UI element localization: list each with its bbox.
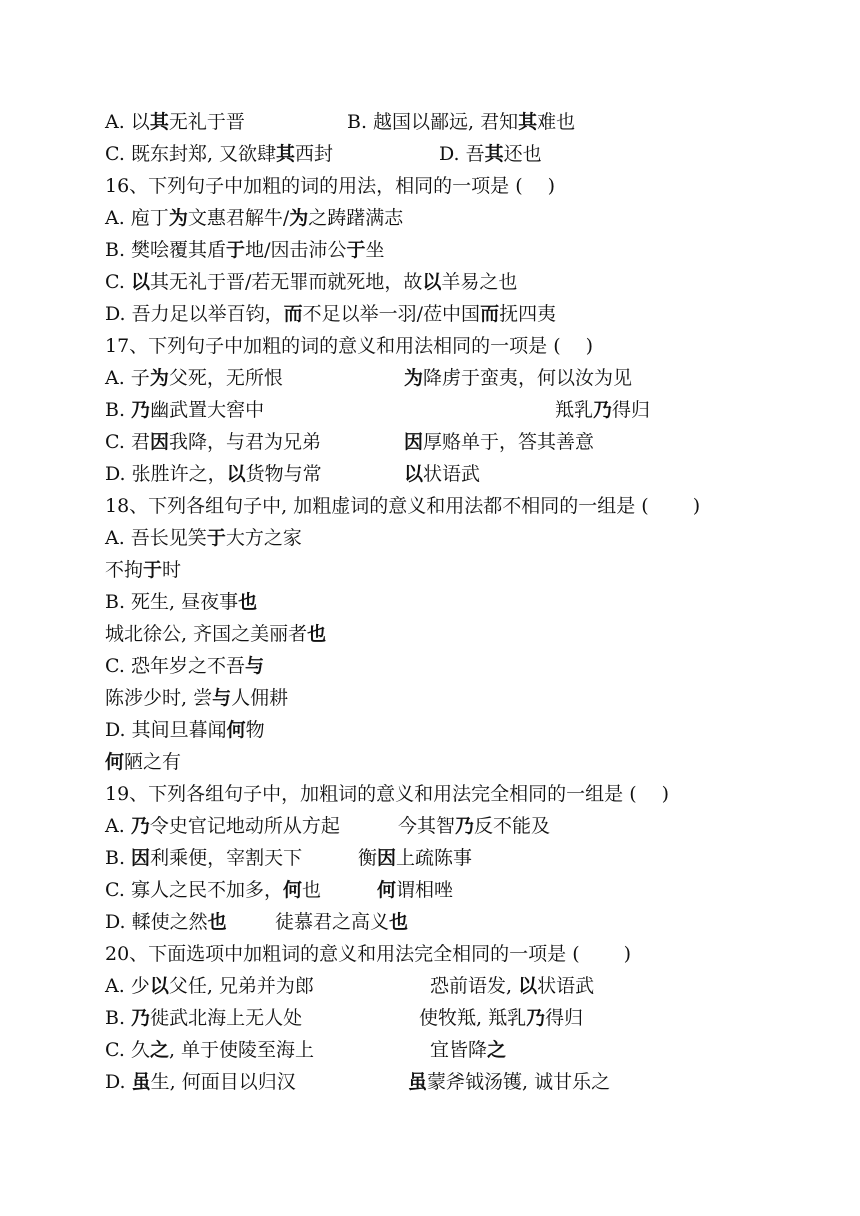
text-run: 20、下面选项中加粗词的意义和用法完全相同的一项是 ( ) xyxy=(105,943,632,965)
emphasized-word: 以 xyxy=(149,975,169,997)
text-run: 货物与常 xyxy=(245,463,322,485)
question-text xyxy=(105,334,593,358)
text-run: 不足以举一羽/莅中国 xyxy=(302,303,481,325)
text-run: 反不能及 xyxy=(474,815,551,837)
text-run: A. 庖丁 xyxy=(105,207,169,229)
emphasized-word: 也 xyxy=(238,591,258,613)
text-run: 降虏于蛮夷，何以汝为见 xyxy=(423,367,633,389)
emphasized-word: 乃 xyxy=(131,1007,151,1029)
text-run: D. xyxy=(105,1071,132,1093)
text-run: D. 其间旦暮闻 xyxy=(105,719,227,741)
emphasized-word: 何 xyxy=(105,751,125,773)
emphasized-word: 乃 xyxy=(455,815,475,837)
text-run: 令史官记地动所从方起 xyxy=(149,815,340,837)
question-text xyxy=(105,782,669,806)
text-run: 谓相唑 xyxy=(396,879,454,901)
text-run: 蒙斧钺汤镬, 诚甘乐之 xyxy=(427,1071,611,1093)
text-run: 地/因击沛公 xyxy=(245,239,347,261)
emphasized-word: 乃 xyxy=(130,815,150,837)
emphasized-word: 于 xyxy=(346,239,366,261)
option-d xyxy=(439,142,542,166)
text-run: 无礼于晋 xyxy=(168,111,245,133)
text-run: 厚赂单于，答其善意 xyxy=(423,431,595,453)
text-run: B. 死生, 昼夜事 xyxy=(105,591,239,613)
emphasized-word: 以 xyxy=(130,271,150,293)
text-run: 文惠君解牛/ xyxy=(187,207,290,229)
emphasized-word: 于 xyxy=(226,239,246,261)
text-run: D. 吾力足以举百钧， xyxy=(105,303,284,325)
emphasized-word: 何 xyxy=(226,719,246,741)
text-run: 16、下列句子中加粗的词的用法，相同的一项是 ( ) xyxy=(105,175,556,197)
text-run: 徒慕君之高义 xyxy=(275,911,390,933)
option-c xyxy=(105,142,333,166)
text-run: 坐 xyxy=(365,239,385,261)
text-run: 衡 xyxy=(358,847,378,869)
text-run: 得归 xyxy=(545,1007,584,1029)
emphasized-word: 也 xyxy=(389,911,409,933)
emphasized-word: 以 xyxy=(404,463,424,485)
text-run: 羊易之也 xyxy=(441,271,518,293)
text-run: 状语武 xyxy=(423,463,481,485)
emphasized-word: 乃 xyxy=(593,399,613,421)
text-run: 羝乳 xyxy=(555,399,594,421)
text-run: 之踌躇满志 xyxy=(308,207,404,229)
emphasized-word: 以 xyxy=(422,271,442,293)
text-run: 人佣耕 xyxy=(231,687,289,709)
emphasized-word: 因 xyxy=(131,847,151,869)
question-text xyxy=(105,942,631,966)
text-run: , 单于使陵至海上 xyxy=(168,1039,315,1061)
option-b xyxy=(347,110,575,134)
text-run: 宜皆降 xyxy=(430,1039,488,1061)
emphasized-word: 也 xyxy=(207,911,227,933)
text-run: 大方之家 xyxy=(225,527,302,549)
text-run: 难也 xyxy=(537,111,576,133)
emphasized-word: 而 xyxy=(480,303,500,325)
text-run: C. 寡人之民不加多， xyxy=(105,879,283,901)
text-run: A. 吾长见笑 xyxy=(105,527,207,549)
emphasized-word: 何 xyxy=(377,879,397,901)
emphasized-word: 乃 xyxy=(526,1007,546,1029)
text-run: 17、下列句子中加粗的词的意义和用法相同的一项是 ( ) xyxy=(105,335,594,357)
emphasized-word: 于 xyxy=(206,527,226,549)
question-text xyxy=(105,494,700,518)
text-run: A. xyxy=(105,815,131,837)
text-run: 抚四夷 xyxy=(499,303,557,325)
text-run: C. 久 xyxy=(105,1039,150,1061)
emphasized-word: 于 xyxy=(143,559,163,581)
text-run: B. xyxy=(105,399,132,421)
text-run: 陈涉少时, 尝 xyxy=(105,687,213,709)
text-run: 父任, 兄弟并为郎 xyxy=(168,975,314,997)
text-run: 18、下列各组句子中, 加粗虚词的意义和用法都不相同的一组是 ( ) xyxy=(105,495,701,517)
emphasized-word: 之 xyxy=(149,1039,169,1061)
text-run: B. 樊哙覆其盾 xyxy=(105,239,227,261)
text-run: 时 xyxy=(162,559,182,581)
text-run: C. xyxy=(105,271,131,293)
text-run: 父死，无所恨 xyxy=(168,367,283,389)
text-run: 西封 xyxy=(295,143,334,165)
text-run: B. xyxy=(105,847,132,869)
emphasized-word: 因 xyxy=(149,431,169,453)
emphasized-word: 虽 xyxy=(131,1071,151,1093)
question-text xyxy=(105,174,555,198)
emphasized-word: 何 xyxy=(282,879,302,901)
emphasized-word: 与 xyxy=(212,687,232,709)
emphasized-word: 为 xyxy=(289,207,309,229)
text-run: 其无礼于晋/若无罪而就死地，故 xyxy=(149,271,423,293)
text-run: 我降，与君为兄弟 xyxy=(168,431,321,453)
text-run: 也 xyxy=(301,879,321,901)
option-a xyxy=(105,110,245,134)
text-run: A. 以 xyxy=(105,111,150,133)
text-run: 还也 xyxy=(503,143,542,165)
emphasized-word: 以 xyxy=(226,463,246,485)
emphasized-word: 以 xyxy=(518,975,538,997)
emphasized-word: 与 xyxy=(244,655,264,677)
text-run: 恐前语发, xyxy=(430,975,519,997)
emphasized-word: 而 xyxy=(283,303,303,325)
text-run: B. xyxy=(105,1007,132,1029)
emphasized-word: 其 xyxy=(149,111,169,133)
text-run: 城北徐公, 齐国之美丽者 xyxy=(105,623,308,645)
emphasized-word: 为 xyxy=(168,207,188,229)
emphasized-word: 因 xyxy=(404,431,424,453)
text-run: 利乘便，宰割天下 xyxy=(150,847,303,869)
text-run: 使牧羝, 羝乳 xyxy=(419,1007,527,1029)
text-run: C. 君 xyxy=(105,431,150,453)
emphasized-word: 为 xyxy=(149,367,169,389)
emphasized-word: 因 xyxy=(377,847,397,869)
text-run: 徙武北海上无人处 xyxy=(150,1007,303,1029)
emphasized-word: 之 xyxy=(487,1039,507,1061)
text-run: 生, 何面目以归汉 xyxy=(150,1071,296,1093)
text-run: A. 子 xyxy=(105,367,150,389)
text-run: 不拘 xyxy=(105,559,144,581)
text-run: B. 越国以鄙远, 君知 xyxy=(347,111,519,133)
text-run: 上疏陈事 xyxy=(396,847,473,869)
text-run: D. 吾 xyxy=(439,143,485,165)
text-run: 今其智 xyxy=(398,815,456,837)
emphasized-word: 虽 xyxy=(408,1071,428,1093)
text-run: C. 既东封郑, 又欲肆 xyxy=(105,143,277,165)
text-run: 陋之有 xyxy=(124,751,182,773)
text-run: 幽武置大窖中 xyxy=(150,399,265,421)
emphasized-word: 乃 xyxy=(131,399,151,421)
text-run: D. 张胜许之， xyxy=(105,463,227,485)
emphasized-word: 其 xyxy=(484,143,504,165)
text-run: 物 xyxy=(245,719,265,741)
emphasized-word: 也 xyxy=(307,623,327,645)
emphasized-word: 其 xyxy=(518,111,538,133)
text-run: 状语武 xyxy=(537,975,595,997)
text-run: A. 少 xyxy=(105,975,150,997)
emphasized-word: 其 xyxy=(276,143,296,165)
text-run: 得归 xyxy=(612,399,651,421)
text-run: 19、下列各组句子中，加粗词的意义和用法完全相同的一组是 ( ) xyxy=(105,783,670,805)
text-run: D. 輮使之然 xyxy=(105,911,208,933)
emphasized-word: 为 xyxy=(404,367,424,389)
text-run: C. 恐年岁之不吾 xyxy=(105,655,245,677)
